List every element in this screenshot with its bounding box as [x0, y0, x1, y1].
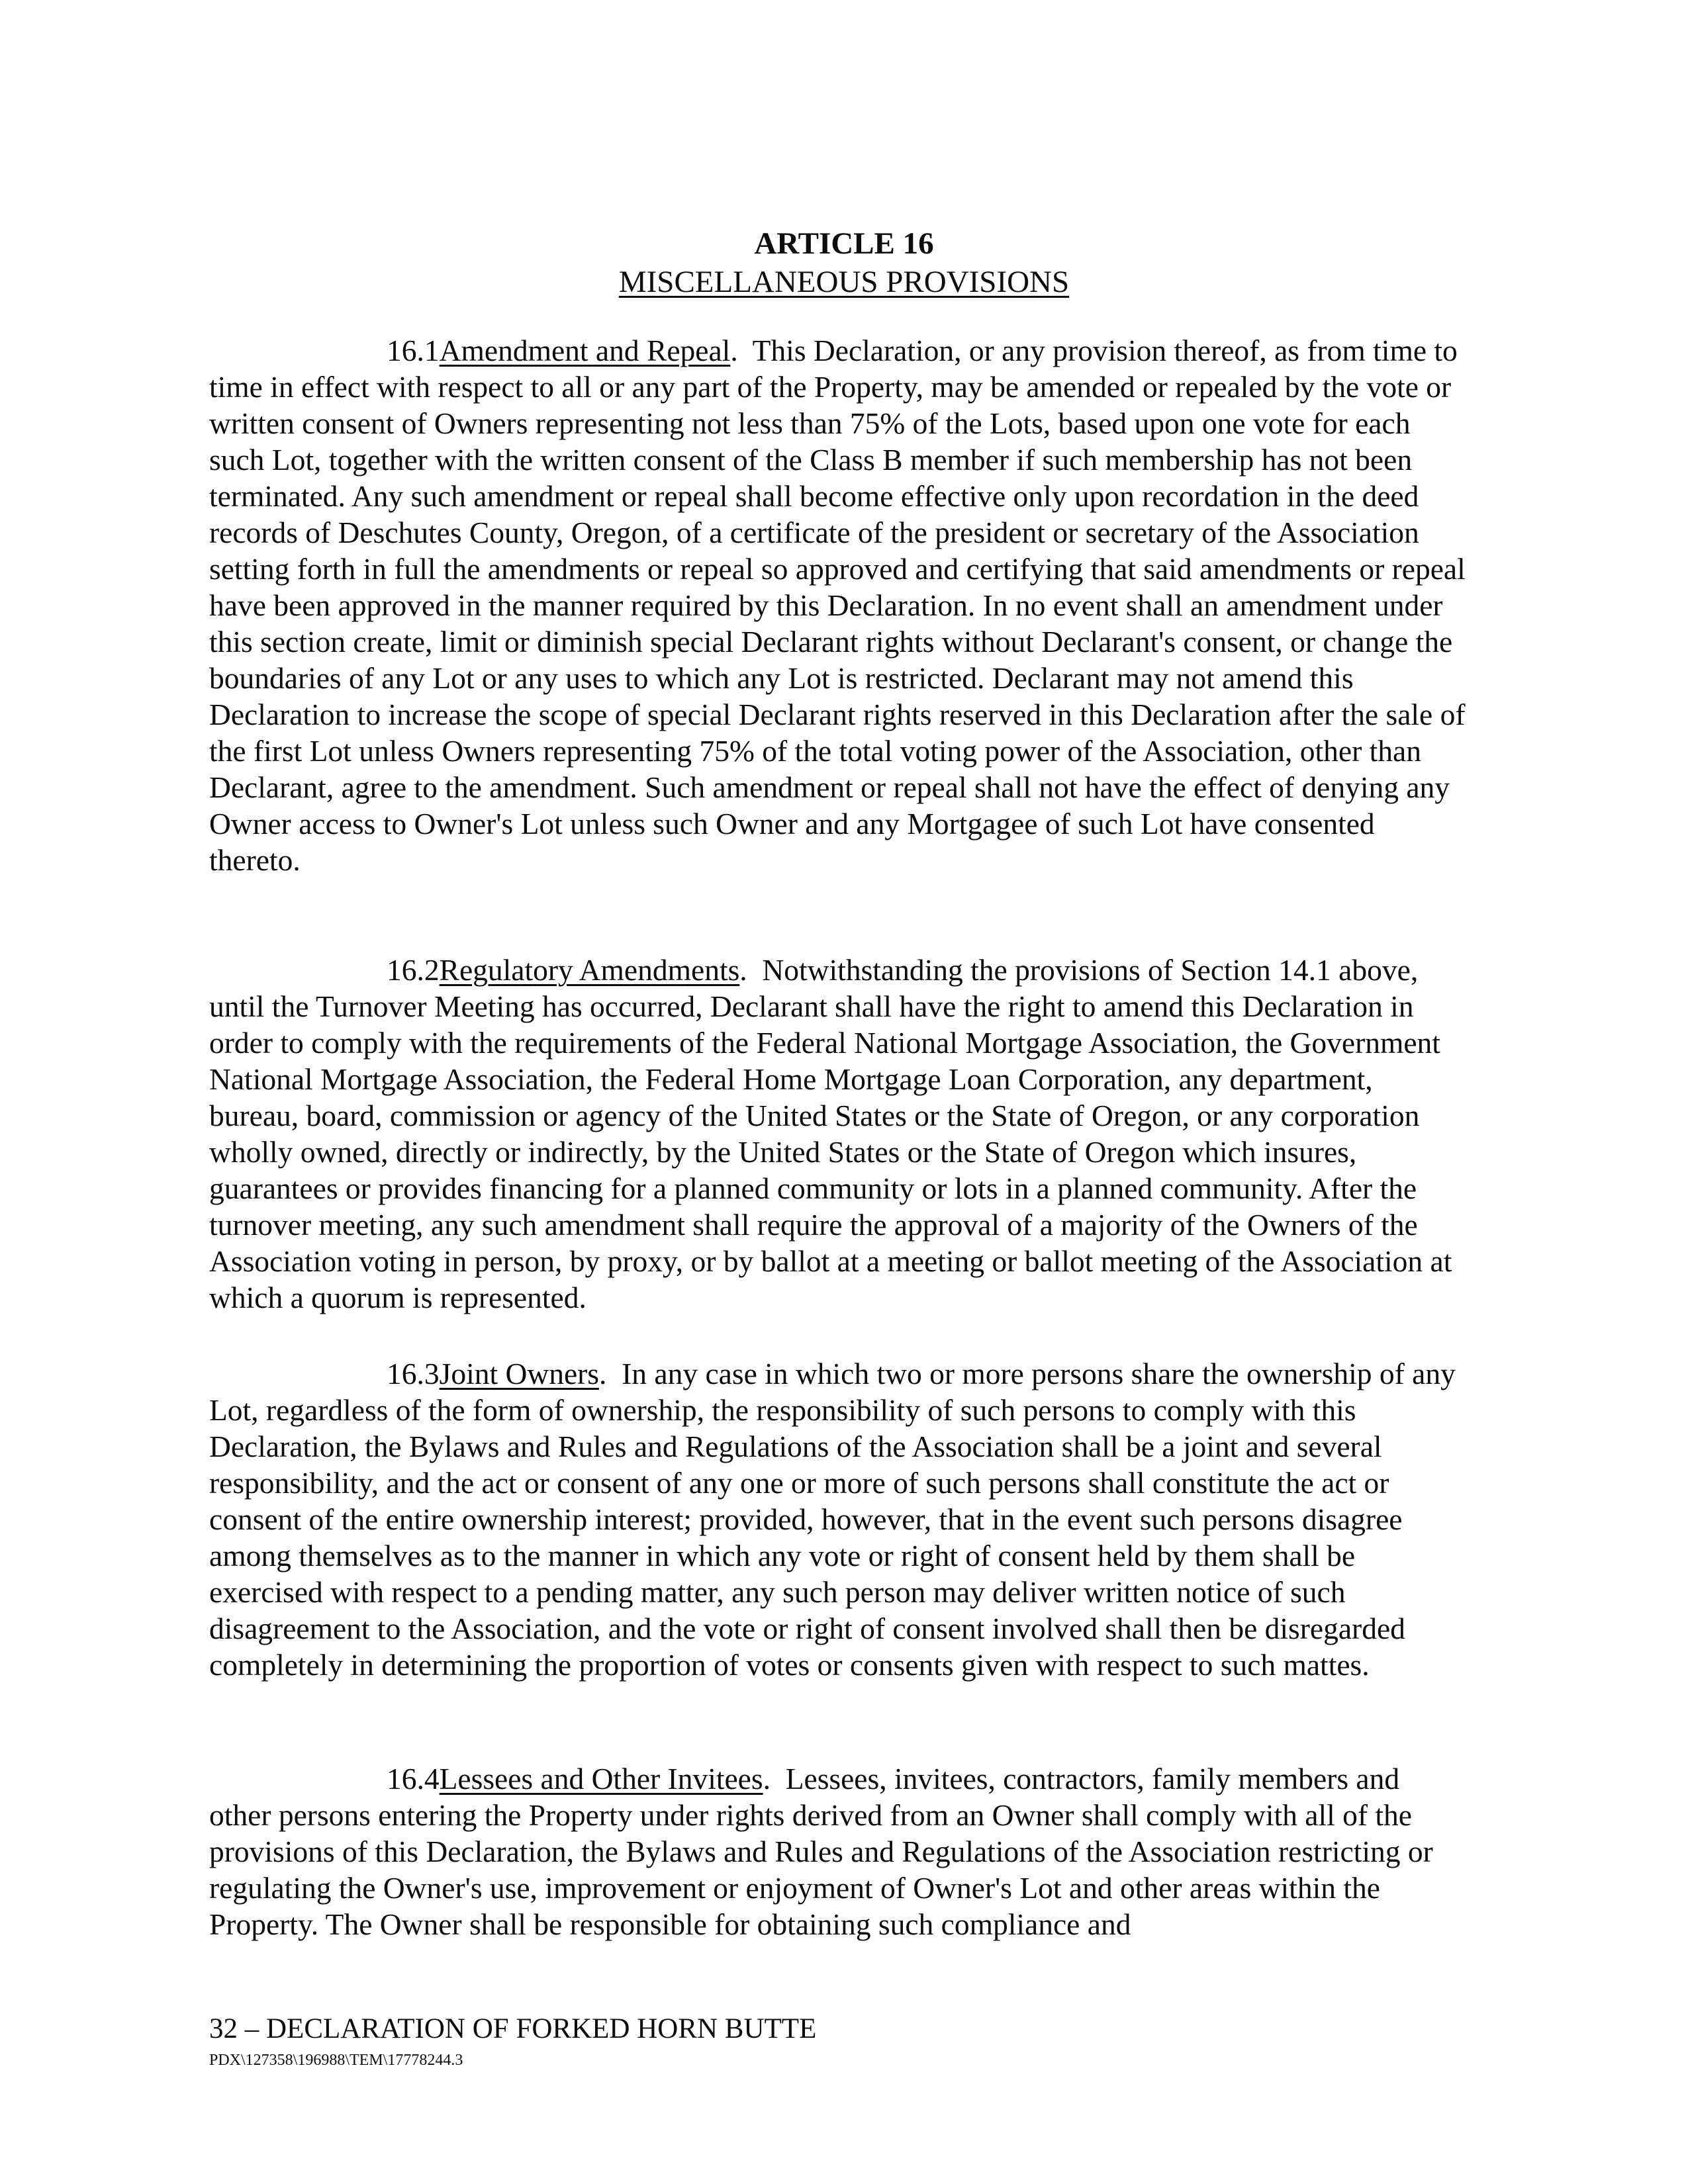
- section-number: 16.2: [387, 953, 440, 987]
- footer-page-title: 32 – DECLARATION OF FORKED HORN BUTTE: [209, 2013, 817, 2044]
- section-number: 16.1: [387, 334, 440, 367]
- section-16-2: [209, 952, 1467, 1316]
- section-title: Joint Owners: [439, 1357, 600, 1390]
- section-paragraph: 16.3Joint Owners. In any case in which two or more persons share the ownership of any Lot, regardless of the form of ownership, the responsibility of such persons to comply with this Declaration, the Bylaws and Rules and Regulations of the Association shall be a joint and several responsibility, and the act or consent of any one or more of such persons shall constitute the act or consent of the entire ownership interest; provided, however, that in the event such persons disagree among themselves as to the manner in which any vote or right of consent held by them shall be exercised with respect to a pending matter, any such person may deliver written notice of such disagreement to the Association, and the vote or right of consent involved shall then be disregarded completely in determining the proportion of votes or consents given with respect to such mattes.: [209, 1357, 1456, 1682]
- section-title: Lessees and Other Invitees: [439, 1762, 763, 1796]
- section-paragraph: 16.4Lessees and Other Invitees. Lessees, invitees, contractors, family members and other persons entering the Property under rights derived from an Owner shall comply with all of the provisions of this Declaration, the Bylaws and Rules and Regulations of the Association restricting or regulating the Owner's use, improvement or enjoyment of Owner's Lot and other areas within the Property. The Owner shall be responsible for obtaining such compliance and: [209, 1762, 1433, 1941]
- footer-document-code: PDX\127358\196988\TEM\17778244.3: [209, 2052, 463, 2069]
- section-title: Amendment and Repeal: [439, 334, 731, 367]
- section-number: 16.4: [387, 1762, 440, 1796]
- section-text: Notwithstanding the provisions of Section 14.1 above, until the Turnover Meeting has occurred, Declarant shall have the right to amend this Declaration in order to comply with the requirements of the Federal National Mortgage Association, the Government National Mortgage Association, the Federal Home Mortgage Loan Corporation, any department, bureau, board, commission or agency of the United States or the State of Oregon, or any corporation wholly owned, directly or indirectly, by the United States or the State of Oregon which insures, guarantees or provides financing for a planned community or lots in a planned community. After the turnover meeting, any such amendment shall require the approval of a majority of the Owners of the Association voting in person, by proxy, or by ballot at a meeting or ballot meeting of the Association at which a quorum is represented.: [209, 953, 1452, 1314]
- section-title: Regulatory Amendments: [439, 953, 740, 987]
- article-title-text: MISCELLANEOUS PROVISIONS: [618, 265, 1070, 299]
- section-text: This Declaration, or any provision thereof, as from time to time in effect with respect to all or any part of the Property, may be amended or repealed by the vote or written consent of Owners representing not less than 75% of the Lots, based upon one vote for each such Lot, together with the written consent of the Class B member if such membership has not been terminated. Any such amendment or repeal shall become effective only upon recordation in the deed records of Deschutes County, Oregon, of a certificate of the president or secretary of the Association setting forth in full the amendments or repeal so approved and certifying that said amendments or repeal have been approved in the manner required by this Declaration. In no event shall an amendment under this section create, limit or diminish special Declarant rights without Declarant's consent, or change the boundaries of any Lot or any uses to which any Lot is restricted. Declarant may not amend this Declaration to increase the scope of special Declarant rights reserved in this Declaration after the sale of the first Lot unless Owners representing 75% of the total voting power of the Association, other than Declarant, agree to the amendment. Such amendment or repeal shall not have the effect of denying any Owner access to Owner's Lot unless such Owner and any Mortgagee of such Lot have consented thereto.: [209, 334, 1466, 877]
- section-16-1: [209, 332, 1467, 878]
- article-number: ARTICLE 16: [754, 226, 934, 261]
- section-paragraph: 16.2Regulatory Amendments. Notwithstanding the provisions of Section 14.1 above, until the Turnover Meeting has occurred, Declarant shall have the right to amend this Declaration in order to comply with the requirements of the Federal National Mortgage Association, the Government National Mortgage Association, the Federal Home Mortgage Loan Corporation, any department, bureau, board, commission or agency of the United States or the State of Oregon, or any corporation wholly owned, directly or indirectly, by the United States or the State of Oregon which insures, guarantees or provides financing for a planned community or lots in a planned community. After the turnover meeting, any such amendment shall require the approval of a majority of the Owners of the Association voting in person, by proxy, or by ballot at a meeting or ballot meeting of the Association at which a quorum is represented.: [209, 953, 1452, 1314]
- article-title: [0, 263, 1688, 300]
- section-text: Lessees, invitees, contractors, family members and other persons entering the Property under rights derived from an Owner shall comply with all of the provisions of this Declaration, the Bylaws and Rules and Regulations of the Association restricting or regulating the Owner's use, improvement or enjoyment of Owner's Lot and other areas within the Property. The Owner shall be responsible for obtaining such compliance and: [209, 1762, 1433, 1941]
- section-16-3: [209, 1355, 1467, 1683]
- section-16-4: [209, 1760, 1467, 1942]
- section-paragraph: 16.1Amendment and Repeal. This Declaration, or any provision thereof, as from time to time in effect with respect to all or any part of the Property, may be amended or repealed by the vote or written consent of Owners representing not less than 75% of the Lots, based upon one vote for each such Lot, together with the written consent of the Class B member if such membership has not been terminated. Any such amendment or repeal shall become effective only upon recordation in the deed records of Deschutes County, Oregon, of a certificate of the president or secretary of the Association setting forth in full the amendments or repeal so approved and certifying that said amendments or repeal have been approved in the manner required by this Declaration. In no event shall an amendment under this section create, limit or diminish special Declarant rights without Declarant's consent, or change the boundaries of any Lot or any uses to which any Lot is restricted. Declarant may not amend this Declaration to increase the scope of special Declarant rights reserved in this Declaration after the sale of the first Lot unless Owners representing 75% of the total voting power of the Association, other than Declarant, agree to the amendment. Such amendment or repeal shall not have the effect of denying any Owner access to Owner's Lot unless such Owner and any Mortgagee of such Lot have consented thereto.: [209, 334, 1466, 877]
- section-text: In any case in which two or more persons share the ownership of any Lot, regardless of the form of ownership, the responsibility of such persons to comply with this Declaration, the Bylaws and Rules and Regulations of the Association shall be a joint and several responsibility, and the act or consent of any one or more of such persons shall constitute the act or consent of the entire ownership interest; provided, however, that in the event such persons disagree among themselves as to the manner in which any vote or right of consent held by them shall be exercised with respect to a pending matter, any such person may deliver written notice of such disagreement to the Association, and the vote or right of consent involved shall then be disregarded completely in determining the proportion of votes or consents given with respect to such mattes.: [209, 1357, 1456, 1682]
- section-number: 16.3: [387, 1357, 440, 1390]
